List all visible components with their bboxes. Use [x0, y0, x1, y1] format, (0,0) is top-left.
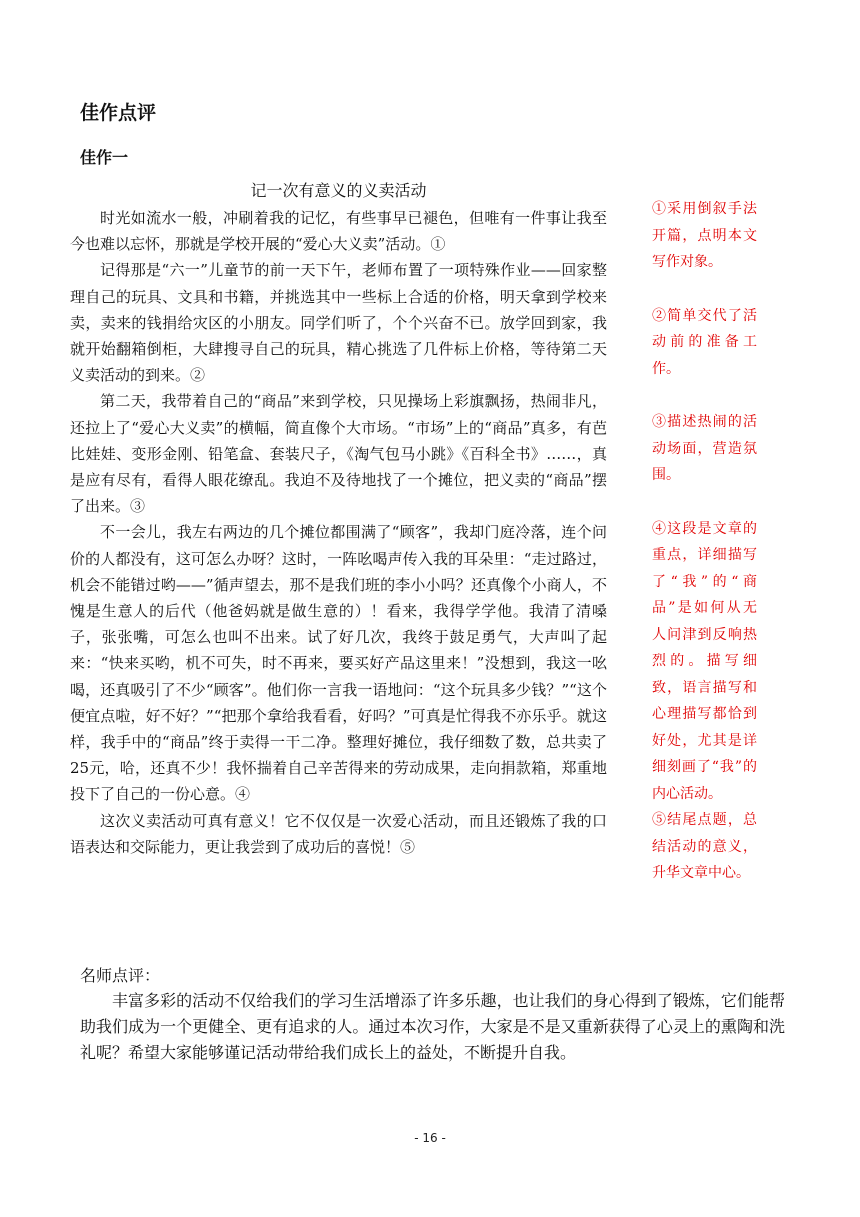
essay-label: 佳作一: [80, 148, 129, 167]
essay-paragraph-4: 不一会儿，我左右两边的几个摊位都围满了“顾客”，我却门庭冷落，连个问价的人都没有，这可怎么办呀？这时，一阵吆喝声传入我的耳朵里：“走过路过，机会不能错过哟——”循声望去，那不是我们班的李小小吗？还真像个小商人，不愧是生意人的后代（他爸妈就是做生意的）！看来，我得学学他。我清了清嗓子，张张嘴，可怎么也叫不出来。试了好几次，我终于鼓足勇气，大声叫了起来：“快来买哟，机不可失，时不再来，要买好产品这里来！”没想到，我这一吆喝，还真吸引了不少“顾客”。他们你一言我一语地问：“这个玩具多少钱？”“这个便宜点啦，好不好？”“把那个拿给我看看，好吗？”可真是忙得我不亦乐乎。就这样，我手中的“商品”终于卖得一干二净。整理好摊位，我仔细数了数，总共卖了25元，哈，还真不少！我怀揣着自己辛苦得来的劳动成果，走向捐款箱，郑重地投下了自己的一份心意。④: [70, 523, 607, 804]
annotation-3: ③描述热闹的活动场面，营造氛围。: [652, 414, 757, 483]
essay-body: [70, 205, 607, 860]
page-number: - 16 -: [414, 1131, 446, 1145]
annotation-2: ②简单交代了活动前的准备工作。: [652, 307, 757, 377]
essay-paragraph-3: 第二天，我带着自己的“商品”来到学校，只见操场上彩旗飘扬，热闹非凡，还拉上了“爱心大义卖”的横幅，简直像个大市场。“市场”上的“商品”真多，有芭比娃娃、变形金刚、铅笔盒、套装尺子，《淘气包马小跳》《百科全书》……，真是应有尽有，看得人眼花缭乱。我迫不及待地找了一个摊位，把义卖的“商品”摆了出来。③: [70, 392, 607, 516]
section-title: 佳作点评: [80, 102, 157, 124]
teacher-review-label: 名师点评：: [80, 966, 161, 985]
essay-paragraph-5: 这次义卖活动可真有意义！它不仅仅是一次爱心活动，而且还锻炼了我的口语表达和交际能力，更让我尝到了成功后的喜悦！⑤: [70, 811, 607, 856]
essay-paragraph-1: 时光如流水一般，冲刷着我的记忆，有些事早已褪色，但唯有一件事让我至今也难以忘怀，那就是学校开展的“爱心大义卖”活动。①: [70, 209, 607, 254]
essay-paragraph-2: 记得那是“六一”儿童节的前一天下午，老师布置了一项特殊作业——回家整理自己的玩具、文具和书籍，并挑选其中一些标上合适的价格，明天拿到学校来卖，卖来的钱捐给灾区的小朋友。同学们听了，个个兴奋不已。放学回到家，我就开始翻箱倒柜，大肆搜寻自己的玩具，精心挑选了几件标上价格，等待第二天义卖活动的到来。②: [70, 261, 607, 385]
teacher-review-text: 丰富多彩的活动不仅给我们的学习生活增添了许多乐趣，也让我们的身心得到了锻炼，它们能帮助我们成为一个更健全、更有追求的人。通过本次习作，大家是不是又重新获得了心灵上的熏陶和洗礼呢？希望大家能够谨记活动带给我们成长上的益处，不断提升自我。: [80, 991, 785, 1062]
essay-title: 记一次有意义的义卖活动: [250, 181, 427, 200]
annotation-5: ⑤结尾点题，总结活动的意义，升华文章中心。: [652, 812, 757, 881]
annotation-4: ④这段是文章的重点，详细描写了“我”的“商品”是如何从无人问津到反响热烈的。描写细致，语言描写和心理描写都恰到好处，尤其是详细刻画了“我”的内心活动。: [652, 520, 757, 802]
annotation-column: [652, 196, 757, 887]
annotation-1: ①采用倒叙手法开篇，点明本文写作对象。: [652, 201, 757, 270]
